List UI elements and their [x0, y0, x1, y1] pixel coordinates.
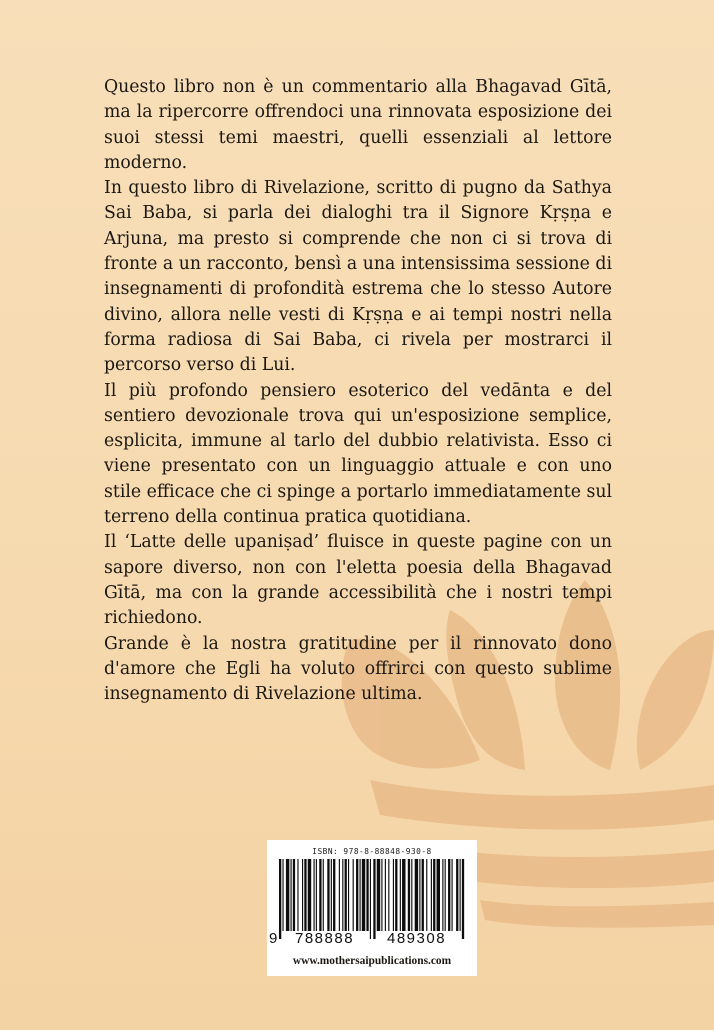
- barcode-bar: [316, 859, 317, 931]
- barcode-bar: [366, 859, 368, 931]
- barcode-bar: [323, 859, 324, 931]
- barcode-bar: [304, 859, 306, 931]
- barcode-bar: [319, 859, 321, 931]
- barcode-bar: [370, 859, 371, 939]
- barcode-bar: [345, 859, 347, 931]
- barcode-bar: [360, 859, 361, 931]
- barcode-bar: [293, 859, 295, 931]
- barcode-bar: [433, 859, 435, 931]
- barcode-bar: [339, 859, 340, 931]
- barcode-digits: [267, 930, 477, 950]
- back-cover-blurb: [104, 75, 612, 707]
- blurb-paragraph-5: Grande è la nostra gratitudine per il rinnovato dono d'amore che Egli ha voluto offrirci con questo sublime insegnamento di Rivelazione ultima.: [104, 633, 612, 705]
- isbn-label: ISBN: 978-8-88848-930-8: [312, 847, 432, 856]
- blurb-paragraph-2: In questo libro di Rivelazione, scritto di pugno da Sathya Sai Baba, si parla dei dialoghi tra il Signore Kṛṣṇa e Arjuna, ma presto si comprende che non ci si trova di fronte a un racconto, bensì a una intensissima sessione di insegnamenti di profondità estrema che lo stesso Autore divino, allora nelle vesti di Kṛṣṇa e ai tempi nostri nella forma radiosa di Sai Baba, ci rivela per mostrarci il percorso verso di Lui.: [104, 178, 612, 376]
- barcode-bar: [448, 859, 450, 931]
- barcode-bar: [462, 859, 464, 939]
- barcode-bar: [302, 859, 303, 931]
- barcode-bar: [388, 859, 389, 931]
- barcode-bar: [402, 859, 405, 931]
- barcode-digit-group-right: 489308: [387, 930, 447, 947]
- barcode-bar: [356, 859, 358, 931]
- barcode-bar: [411, 859, 412, 931]
- barcode-bar: [381, 859, 382, 931]
- barcode-bar: [437, 859, 440, 931]
- barcode-bar: [291, 859, 292, 931]
- barcode-bar: [362, 859, 365, 931]
- barcode-bar: [408, 859, 410, 931]
- barcode-bar: [327, 859, 329, 931]
- barcode-bar: [460, 859, 461, 931]
- barcode-bar: [373, 859, 375, 939]
- barcode-bar: [419, 859, 420, 931]
- barcode-digit-prefix: 9: [269, 930, 278, 947]
- barcode-bar: [431, 859, 432, 931]
- barcode-bar: [426, 859, 427, 931]
- barcode-bar: [353, 859, 354, 931]
- barcode-bar: [286, 859, 289, 931]
- barcode-bar: [442, 859, 443, 931]
- barcode-bar: [400, 859, 401, 931]
- barcode-bar: [377, 859, 380, 931]
- barcode-bar: [333, 859, 335, 931]
- barcode-bar: [297, 859, 298, 931]
- blurb-paragraph-1: Questo libro non è un commentario alla Bhagavad Gītā, ma la ripercorre offrendoci una rinnovata esposizione dei suoi stessi temi maestri, quelli essenziali al lettore moderno.: [104, 77, 612, 173]
- barcode-bar: [314, 859, 315, 931]
- publisher-website: www.mothersaipublications.com: [292, 955, 452, 967]
- blurb-paragraph-4: Il ‘Latte delle upaniṣad’ fluisce in queste pagine con un sapore diverso, non con l'eletta poesia della Bhagavad Gītā, ma con la grande accessibilità che i nostri tempi richiedono.: [104, 532, 612, 629]
- barcode-bar: [348, 859, 349, 931]
- barcode-bar: [395, 859, 397, 931]
- barcode-bar: [422, 859, 424, 931]
- barcode-bar: [452, 859, 453, 931]
- barcode-bar: [456, 859, 458, 931]
- barcode-bar: [308, 859, 311, 931]
- barcode-bar: [279, 859, 281, 939]
- blurb-paragraph-3: Il più profondo pensiero esoterico del vedānta e del sentiero devozionale trova qui un'esposizione semplice, esplicita, immune al tarlo del dubbio relativista. Esso ci viene presentato con un linguaggio attuale e con uno stile efficace che ci spinge a portarlo immediatamente sul terreno della continua pratica quotidiana.: [104, 380, 612, 528]
- barcode-bar: [415, 859, 418, 931]
- barcode-bar: [282, 859, 283, 931]
- barcode-bar: [385, 859, 386, 931]
- barcode-digit-group-left: 788888: [295, 930, 355, 947]
- barcode-bar: [445, 859, 446, 931]
- barcode-bar: [342, 859, 343, 931]
- barcode-bar: [393, 859, 394, 931]
- barcode-bar: [331, 859, 332, 931]
